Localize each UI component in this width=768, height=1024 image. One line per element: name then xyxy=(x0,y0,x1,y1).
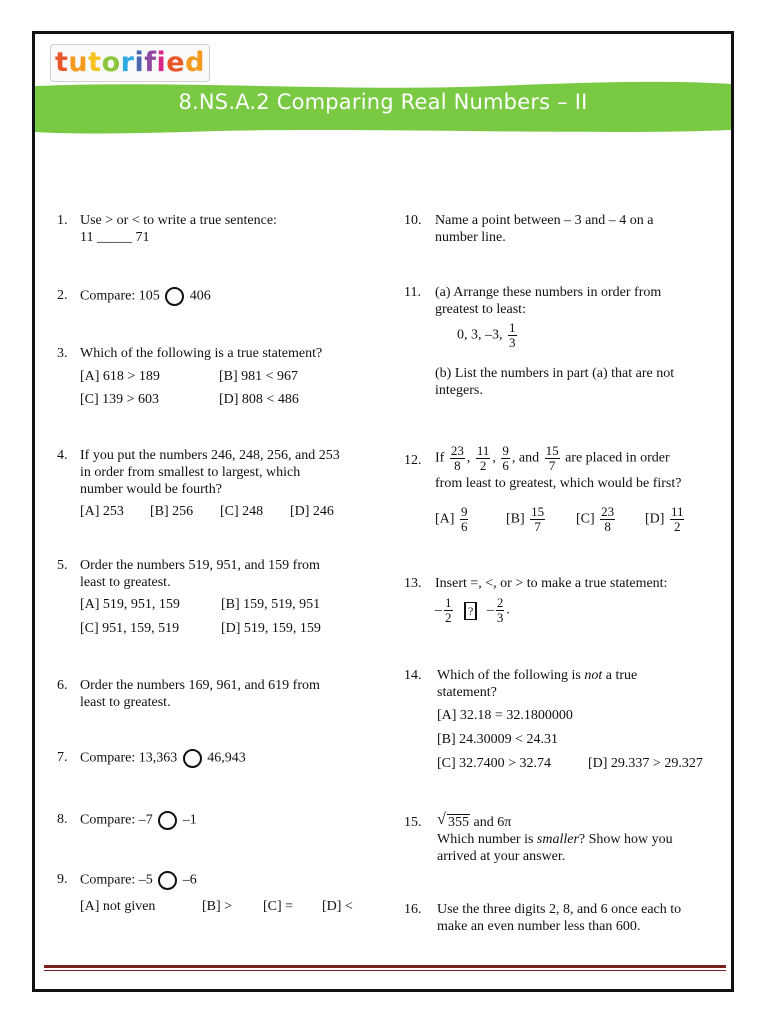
question-number: 5. xyxy=(57,558,68,573)
question-text: Compare: 105 xyxy=(80,288,160,304)
answer-circle[interactable] xyxy=(183,749,202,768)
question-text: arrived at your answer. xyxy=(437,849,566,864)
question-number: 1. xyxy=(57,213,68,228)
question-number: 3. xyxy=(57,346,68,361)
question-text: from least to greatest, which would be first? xyxy=(435,476,682,491)
question-number: 8. xyxy=(57,812,68,827)
option-d[interactable]: [D] 246 xyxy=(290,504,334,519)
option-b[interactable]: [B] 256 xyxy=(150,504,194,519)
option-a[interactable]: [A] 253 xyxy=(80,504,124,519)
question-text: Insert =, <, or > to make a true statement: xyxy=(435,576,668,591)
question-number: 15. xyxy=(404,815,422,830)
logo-letter: r xyxy=(120,47,135,78)
question-text: Use the three digits 2, 8, and 6 once each to xyxy=(437,902,682,917)
question-number: 4. xyxy=(57,448,68,463)
option-c[interactable]: [C] 951, 159, 519 xyxy=(80,621,180,636)
question-text: statement? xyxy=(437,685,497,700)
logo-letter: f xyxy=(144,47,157,78)
answer-circle[interactable] xyxy=(165,287,184,306)
question-text: 11 _____ 71 xyxy=(80,230,150,245)
question-number: 2. xyxy=(57,288,68,303)
question-text: Order the numbers 519, 951, and 159 from xyxy=(80,558,320,573)
question-text: number would be fourth? xyxy=(80,482,222,497)
question-number: 9. xyxy=(57,872,68,887)
list-values: 0, 3, –3, xyxy=(457,327,503,343)
footer-rule-thin xyxy=(44,970,726,971)
question-text: If you put the numbers 246, 248, 256, and 253 xyxy=(80,448,340,463)
question-text: make an even number less than 600. xyxy=(437,919,641,934)
comparison-expression: – $\frac{1}{2}$ ? – $\frac{2}{3}$ . xyxy=(435,595,510,625)
option-a[interactable]: [A] $\frac{9}{6}$ xyxy=(435,504,468,534)
question-text: greatest to least: xyxy=(435,302,526,317)
fraction: $\frac{1}{3}$ xyxy=(509,320,516,350)
question-number: 12. xyxy=(404,453,422,468)
option-d[interactable]: [D] 808 < 486 xyxy=(219,392,299,407)
option-c[interactable]: [C] = xyxy=(263,899,294,914)
question-text: number line. xyxy=(435,230,506,245)
question-text: If $\frac{23}{8}$ , $\frac{11}{2}$ , $\frac{9}{6}$ , and $\frac{15}{7}$ are placed in order xyxy=(435,443,670,473)
question-text: in order from smallest to largest, which xyxy=(80,465,301,480)
question-text: Which of the following is not a true xyxy=(437,668,638,683)
logo-letter: u xyxy=(68,47,89,78)
answer-box[interactable]: ? xyxy=(464,602,477,620)
option-c[interactable]: [C] 139 > 603 xyxy=(80,392,160,407)
logo-letter: d xyxy=(185,47,205,78)
tutorified-logo xyxy=(50,44,210,82)
option-c[interactable]: [C] 248 xyxy=(220,504,264,519)
number-list xyxy=(457,321,674,350)
question-text: 406 xyxy=(189,288,211,304)
question-text: Compare: –5 xyxy=(80,872,153,888)
logo-letter: e xyxy=(166,47,186,78)
question-text: (b) List the numbers in part (a) that are not xyxy=(435,366,675,381)
question-text: –1 xyxy=(182,812,197,828)
footer-rule xyxy=(44,965,726,968)
question-number: 16. xyxy=(404,902,422,917)
option-b[interactable]: [B] $\frac{15}{7}$ xyxy=(506,504,545,534)
option-a[interactable]: [A] not given xyxy=(80,899,156,914)
question-text: Which number is smaller? Show how you xyxy=(437,832,673,847)
question-text: 46,943 xyxy=(207,750,246,766)
option-d[interactable]: [D] < xyxy=(322,899,353,914)
question-text: Compare: 13,363 xyxy=(80,750,178,766)
logo-letter: i xyxy=(156,47,167,78)
question-number: 14. xyxy=(404,668,422,683)
question-text: √ 355 and 6π xyxy=(437,811,512,830)
option-a[interactable]: [A] 618 > 189 xyxy=(80,369,160,384)
logo-letter: o xyxy=(101,47,121,78)
option-b[interactable]: [B] 24.30009 < 24.31 xyxy=(437,732,559,747)
question-number: 7. xyxy=(57,750,68,765)
question-text: (a) Arrange these numbers in order from xyxy=(435,285,662,300)
page-title: 8.NS.A.2 Comparing Real Numbers – II xyxy=(178,90,588,114)
option-b[interactable]: [B] 981 < 967 xyxy=(219,369,299,384)
logo-letter: t xyxy=(88,47,102,78)
logo-letter: t xyxy=(55,47,69,78)
option-d[interactable]: [D] 29.337 > 29.327 xyxy=(588,756,703,771)
question-text: least to greatest. xyxy=(80,695,171,710)
question-number: 10. xyxy=(404,213,422,228)
question-text: –6 xyxy=(182,872,197,888)
question-text: integers. xyxy=(435,383,483,398)
answer-circle[interactable] xyxy=(158,811,177,830)
question-text: Use > or < to write a true sentence: xyxy=(80,213,277,228)
option-a[interactable]: [A] 32.18 = 32.1800000 xyxy=(437,708,573,723)
question-number: 6. xyxy=(57,678,68,693)
option-c[interactable]: [C] $\frac{23}{8}$ xyxy=(576,504,615,534)
logo-letter: i xyxy=(134,47,145,78)
option-c[interactable]: [C] 32.7400 > 32.74 xyxy=(437,756,552,771)
question-text: least to greatest. xyxy=(80,575,171,590)
question-text: Order the numbers 169, 961, and 619 from xyxy=(80,678,320,693)
question-text: Name a point between – 3 and – 4 on a xyxy=(435,213,654,228)
question-text: Which of the following is a true statement? xyxy=(80,346,323,361)
option-d[interactable]: [D] 519, 159, 159 xyxy=(221,621,321,636)
option-a[interactable]: [A] 519, 951, 159 xyxy=(80,597,180,612)
option-b[interactable]: [B] 159, 519, 951 xyxy=(221,597,321,612)
option-b[interactable]: [B] > xyxy=(202,899,233,914)
question-number: 13. xyxy=(404,576,422,591)
square-root: √ 355 xyxy=(437,811,469,830)
answer-circle[interactable] xyxy=(158,871,177,890)
question-number: 11. xyxy=(404,285,421,300)
question-text: Compare: –7 xyxy=(80,812,153,828)
option-d[interactable]: [D] $\frac{11}{2}$ xyxy=(645,504,684,534)
